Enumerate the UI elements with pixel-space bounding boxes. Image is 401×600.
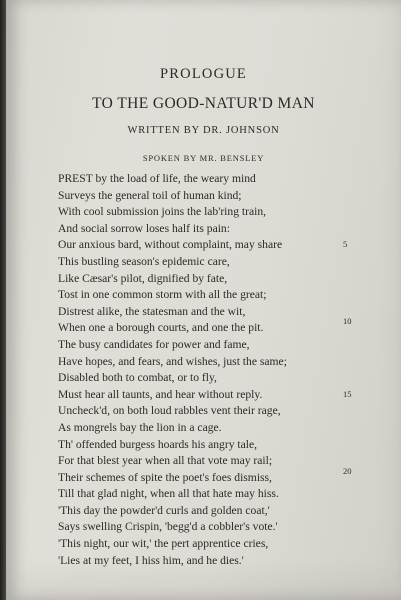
- poem-line: Disabled both to combat, or to fly,: [58, 371, 217, 385]
- poem-body: [58, 171, 358, 569]
- poem-line: As mongrels bay the lion in a cage.: [58, 420, 222, 434]
- poem-line: 'Lies at my feet, I hiss him, and he dies.': [58, 553, 244, 567]
- poem-line: Have hopes, and fears, and wishes, just the same;: [58, 354, 287, 368]
- poem-line: 'This night, our wit,' the pert apprentice cries,: [58, 537, 269, 551]
- book-page: [6, 0, 401, 600]
- page-title: TO THE GOOD-NATUR'D MAN: [92, 95, 315, 112]
- poem-line: Like Cæsar's pilot, dignified by fate,: [58, 271, 228, 285]
- speaker-line: SPOKEN BY MR. BENSLEY: [142, 153, 265, 163]
- poem-line: Surveys the general toil of human kind;: [58, 188, 242, 202]
- poem-line: Distrest alike, the statesman and the wit,: [58, 304, 246, 318]
- poem-line: The busy candidates for power and fame,: [58, 337, 250, 351]
- poem-line: Their schemes of spite the poet's foes dismiss,: [58, 470, 272, 484]
- poem-line: For that blest year when all that vote may rail;: [58, 454, 273, 468]
- poem-line: With cool submission joins the lab'ring train,: [58, 205, 267, 219]
- poem-line: This bustling season's epidemic care,: [58, 254, 230, 268]
- poem-line: And social sorrow loses half its pain:: [58, 221, 230, 235]
- section-heading: PROLOGUE: [160, 66, 247, 82]
- line-number: 15: [343, 389, 352, 399]
- poem-line: Tost in one common storm with all the great;: [58, 288, 267, 302]
- poem-line: Till that glad night, when all that hate may hiss.: [58, 487, 279, 501]
- poem-line: 'This day the powder'd curls and golden coat,': [58, 503, 270, 517]
- author-line: WRITTEN BY DR. JOHNSON: [127, 125, 280, 136]
- poem-line: PREST by the load of life, the weary mind: [58, 172, 256, 185]
- poem-line: Uncheck'd, on both loud rabbles vent their rage,: [58, 404, 281, 418]
- poem-line: Our anxious bard, without complaint, may share: [58, 238, 283, 252]
- poem-line: Th' offended burgess hoards his angry tale,: [58, 437, 258, 451]
- line-number: 5: [343, 239, 348, 249]
- line-number: 20: [343, 466, 352, 476]
- poem-line: When one a borough courts, and one the pit.: [58, 321, 264, 335]
- line-number: 10: [343, 316, 352, 326]
- poem-line: Must hear all taunts, and hear without reply.: [58, 387, 263, 401]
- poem-line: Says swelling Crispin, 'begg'd a cobbler's vote.': [58, 520, 278, 534]
